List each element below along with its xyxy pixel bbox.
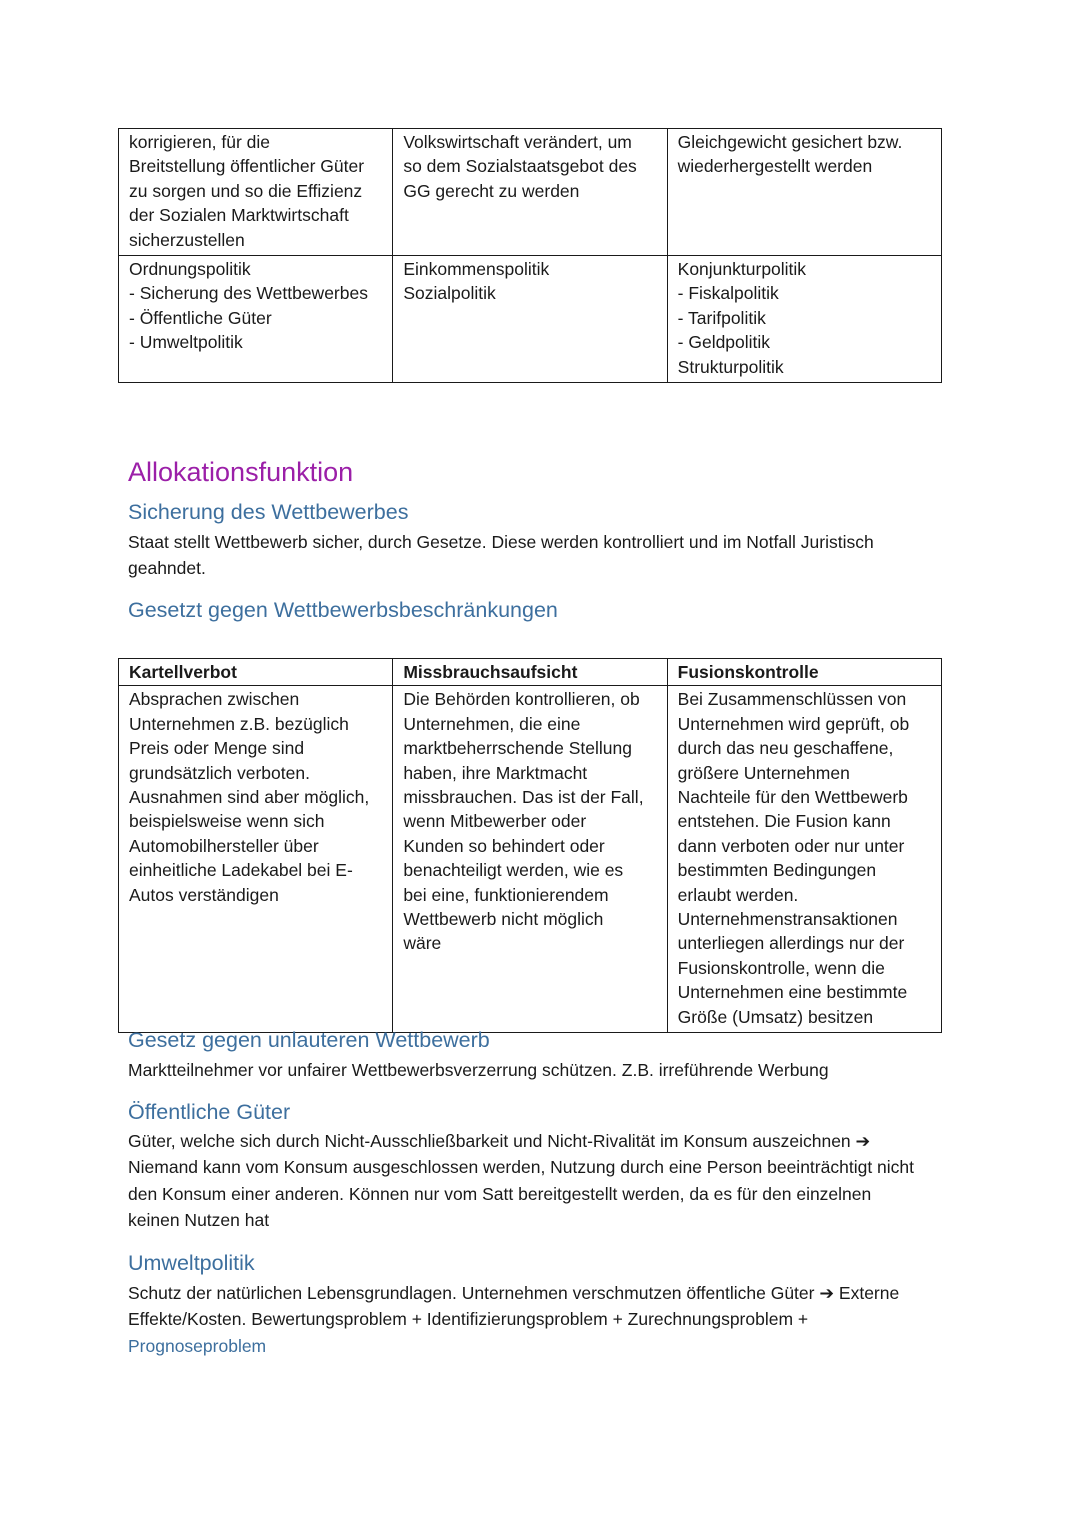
text-lines xyxy=(128,1154,958,1233)
text-line: Die Behörden kontrollieren, ob xyxy=(403,689,640,710)
text-line: beispielsweise wenn sich xyxy=(129,811,325,832)
text-line: geahndet. xyxy=(128,558,206,579)
text-line xyxy=(128,1128,958,1154)
text-line: - Öffentliche Güter xyxy=(129,307,272,328)
heading-environment: Umweltpolitik xyxy=(128,1251,255,1275)
arrow-right-icon: ➔ xyxy=(819,1283,835,1303)
text-line: Volkswirtschaft verändert, um xyxy=(403,132,632,152)
table-row xyxy=(119,129,942,256)
text-line: Staat stellt Wettbewerb sicher, durch Gesetze. Diese werden kontrolliert und im Notfall Juristisch xyxy=(128,532,874,552)
text-line: Unternehmen, die eine xyxy=(403,713,581,734)
text-line: Größe (Umsatz) besitzen xyxy=(677,1006,874,1027)
text-line: Bei Zusammenschlüssen von xyxy=(677,689,907,710)
text-line: korrigieren, für die xyxy=(129,132,271,152)
text-line: Preis oder Menge sind xyxy=(129,738,305,759)
paragraph-public-goods xyxy=(128,1128,958,1234)
column-header: Missbrauchsaufsicht xyxy=(393,659,667,686)
text-line: Konjunkturpolitik xyxy=(677,259,807,280)
text-line: Absprachen zwischen xyxy=(129,689,300,710)
text-line: der Sozialen Marktwirtschaft xyxy=(129,205,349,226)
text-line: GG gerecht zu werden xyxy=(403,180,580,201)
text-line: Ordnungspolitik xyxy=(129,259,251,280)
table-row xyxy=(119,256,942,383)
text-line: missbrauchen. Das ist der Fall, xyxy=(403,787,644,808)
section-title: Allokationsfunktion xyxy=(128,457,354,487)
text-span: Güter, welche sich durch Nicht-Ausschließbarkeit und Nicht-Rivalität im Konsum auszeichnen xyxy=(128,1131,851,1151)
text-line: haben, ihre Marktmacht xyxy=(403,762,588,783)
text-line: Fusionskontrolle, wenn die xyxy=(677,957,885,978)
policy-table xyxy=(118,128,942,383)
text-line: Einkommenspolitik xyxy=(403,259,550,280)
text-line: Automobilhersteller über xyxy=(129,835,319,856)
column-header: Fusionskontrolle xyxy=(667,659,941,686)
text-line: grundsätzlich verboten. xyxy=(129,762,310,783)
text-line: Gleichgewicht gesichert bzw. xyxy=(677,132,903,152)
text-line: - Tarifpolitik xyxy=(677,307,766,328)
text-span: Externe xyxy=(838,1283,900,1303)
text-line: Unternehmen wird geprüft, ob xyxy=(677,713,910,734)
text-line: Unternehmen eine bestimmte xyxy=(677,982,908,1003)
text-line: Prognoseproblem xyxy=(128,1335,267,1356)
text-span: Schutz der natürlichen Lebensgrundlagen. Unternehmen verschmutzen öffentliche Güter xyxy=(128,1283,815,1303)
text-line: dann verboten oder nur unter xyxy=(677,835,905,856)
text-line: unterliegen allerdings nur der xyxy=(677,933,905,954)
text-line: einheitliche Ladekabel bei E- xyxy=(129,860,353,881)
table-header-row xyxy=(119,659,942,686)
text-line: Strukturpolitik xyxy=(677,356,784,377)
table-row xyxy=(119,686,942,1033)
text-line: wiederhergestellt werden xyxy=(677,156,873,177)
table-cell xyxy=(393,129,667,256)
table-cell xyxy=(667,129,941,256)
text-line: sicherzustellen xyxy=(129,229,245,250)
text-line: - Fiskalpolitik xyxy=(677,283,779,304)
text-line: bestimmten Bedingungen xyxy=(677,860,877,881)
text-line: Sozialpolitik xyxy=(403,283,496,304)
text-line: Unternehmen z.B. bezüglich xyxy=(129,713,349,734)
text-line: Breitstellung öffentlicher Güter xyxy=(129,156,365,177)
text-line: wenn Mitbewerber oder xyxy=(403,811,587,832)
table-cell xyxy=(119,686,393,1033)
column-header: Kartellverbot xyxy=(119,659,393,686)
text-line: den Konsum einer anderen. Können nur vom Satt bereitgestellt werden, da es für den einzelnen xyxy=(128,1183,872,1204)
text-line: Effekte/Kosten. Bewertungsproblem + Identifizierungsproblem + Zurechnungsproblem + xyxy=(128,1309,809,1330)
heading-law: Gesetzt gegen Wettbewerbsbeschränkungen xyxy=(128,598,558,622)
text-line: marktbeherrschende Stellung xyxy=(403,738,632,759)
table-cell xyxy=(119,129,393,256)
table-cell xyxy=(393,256,667,383)
heading-uwg: Gesetz gegen unlauteren Wettbewerb xyxy=(128,1028,490,1052)
paragraph-uwg xyxy=(128,1057,958,1083)
text-line: so dem Sozialstaatsgebot des xyxy=(403,156,637,177)
arrow-right-icon: ➔ xyxy=(855,1131,871,1151)
heading-public-goods: Öffentliche Güter xyxy=(128,1100,291,1124)
text-line: Kunden so behindert oder xyxy=(403,835,605,856)
text-line: Unternehmenstransaktionen xyxy=(677,909,898,930)
text-line: bei eine, funktionierendem xyxy=(403,884,609,905)
text-line: größere Unternehmen xyxy=(677,762,850,783)
text-line: - Geldpolitik xyxy=(677,332,771,353)
text-line: Ausnahmen sind aber möglich, xyxy=(129,787,370,808)
table-cell xyxy=(393,686,667,1033)
text-line: Marktteilnehmer vor unfairer Wettbewerbsverzerrung schützen. Z.B. irreführende Werbung xyxy=(128,1060,829,1080)
text-line: Autos verständigen xyxy=(129,884,279,905)
text-line: - Sicherung des Wettbewerbes xyxy=(129,283,368,304)
paragraph-environment xyxy=(128,1280,958,1359)
text-line: erlaubt werden. xyxy=(677,884,799,905)
text-line xyxy=(128,1280,958,1306)
paragraph-competition xyxy=(128,529,958,582)
text-line: - Umweltpolitik xyxy=(129,332,243,353)
table-cell xyxy=(667,256,941,383)
text-line: durch das neu geschaffene, xyxy=(677,738,894,759)
text-line: zu sorgen und so die Effizienz xyxy=(129,180,363,201)
text-line: Wettbewerb nicht möglich xyxy=(403,909,604,930)
text-line: keinen Nutzen hat xyxy=(128,1210,270,1231)
table-cell xyxy=(119,256,393,383)
law-table xyxy=(118,658,942,1033)
text-line: benachteiligt werden, wie es xyxy=(403,860,624,881)
text-line: Niemand kann vom Konsum ausgeschlossen werden, Nutzung durch eine Person beeinträchtigt nicht xyxy=(128,1157,915,1178)
text-line: wäre xyxy=(403,933,442,954)
table-cell xyxy=(667,686,941,1033)
text-line: entstehen. Die Fusion kann xyxy=(677,811,891,832)
text-line: Nachteile für den Wettbewerb xyxy=(677,787,908,808)
heading-competition: Sicherung des Wettbewerbes xyxy=(128,500,409,524)
